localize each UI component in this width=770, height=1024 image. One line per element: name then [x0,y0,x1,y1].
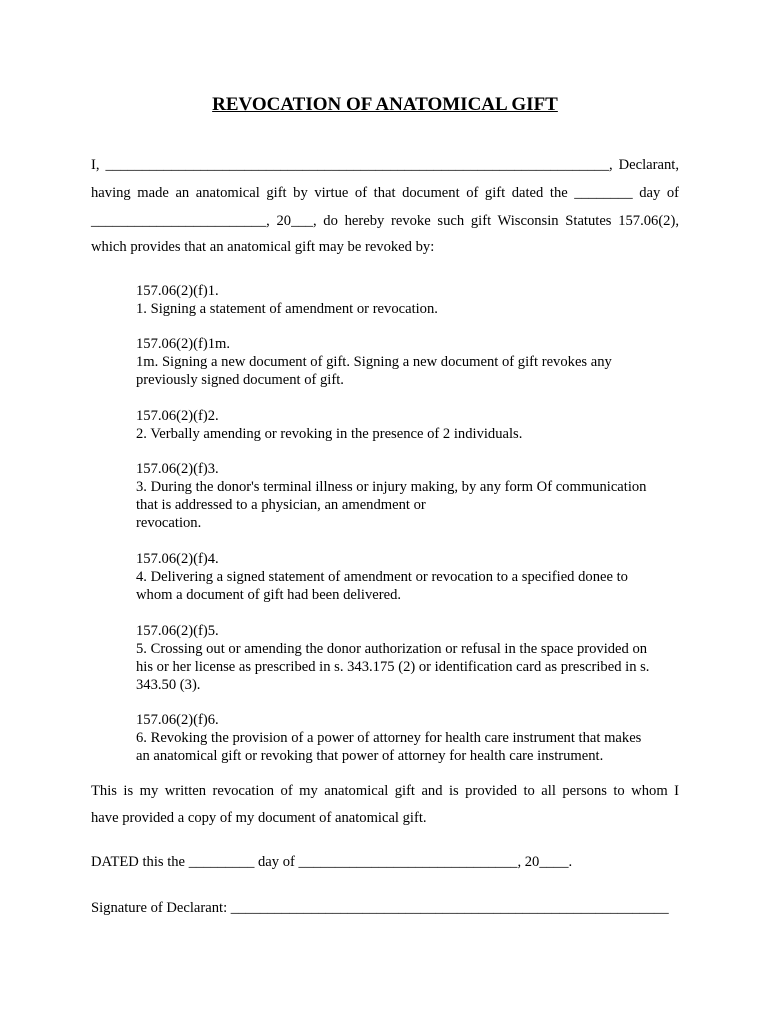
intro-line-4: which provides that an anatomical gift may be revoked by: [91,239,435,255]
closing-line-2: have provided a copy of my document of anatomical gift. [91,810,427,826]
statute-text: his or her license as prescribed in s. 343.175 (2) or identification card as prescribed in s. [136,659,650,675]
statute-text: 2. Verbally amending or revoking in the presence of 2 individuals. [136,426,523,442]
statute-item-3 [136,460,681,532]
page-title: REVOCATION OF ANATOMICAL GIFT [212,94,558,115]
statute-text: an anatomical gift or revoking that power of attorney for health care instrument. [136,748,604,764]
statute-citation: 157.06(2)(f)2. [136,408,219,424]
statute-text: that is addressed to a physician, an amendment or [136,497,426,513]
statute-item-1m [136,335,681,389]
statute-text: previously signed document of gift. [136,372,344,388]
signature-line: Signature of Declarant: ____________________________________________________________ [91,900,669,916]
dated-line: DATED this the _________ day of ______________________________, 20____. [91,854,573,870]
statute-citation: 157.06(2)(f)4. [136,551,219,567]
statute-item-1 [136,282,681,318]
statute-citation: 157.06(2)(f)3. [136,461,219,477]
statute-text: 3. During the donor's terminal illness or injury making, by any form Of communication [136,479,647,495]
statute-item-5 [136,622,681,694]
statute-text: whom a document of gift had been delivered. [136,587,402,603]
statute-citation: 157.06(2)(f)1m. [136,336,231,352]
statute-item-6 [136,711,681,765]
statute-text: 343.50 (3). [136,677,201,693]
statute-citation: 157.06(2)(f)5. [136,623,219,639]
statute-citation: 157.06(2)(f)1. [136,283,219,299]
statute-text: 1m. Signing a new document of gift. Signing a new document of gift revokes any [136,354,612,370]
closing-line-1: This is my written revocation of my anatomical gift and is provided to all persons to whom I [91,783,679,799]
statute-text: 5. Crossing out or amending the donor authorization or refusal in the space provided on [136,641,648,657]
statute-citation: 157.06(2)(f)6. [136,712,219,728]
intro-line-3: ________________________, 20___, do hereby revoke such gift Wisconsin Statutes 157.06(2), [91,213,679,229]
statute-text: 1. Signing a statement of amendment or revocation. [136,301,438,317]
statute-item-2 [136,407,681,443]
statute-text: revocation. [136,515,202,531]
statute-item-4 [136,550,681,604]
intro-line-2: having made an anatomical gift by virtue of that document of gift dated the ________ day of [91,185,679,201]
statute-text: 4. Delivering a signed statement of amendment or revocation to a specified donee to [136,569,628,585]
intro-line-1: I, _____________________________________________________________________, Declarant, [91,157,679,173]
statute-text: 6. Revoking the provision of a power of attorney for health care instrument that makes [136,730,642,746]
